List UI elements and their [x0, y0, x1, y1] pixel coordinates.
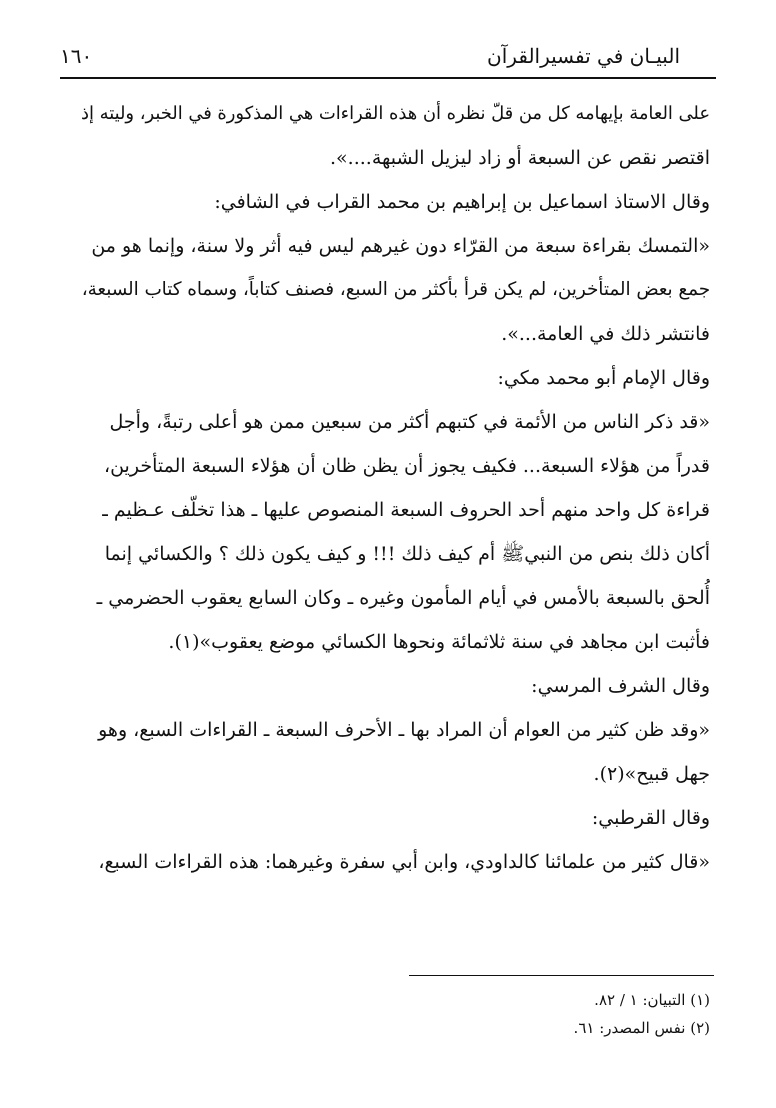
text-line: وقال الإمام أبو محمد مكي:: [497, 367, 710, 389]
text-line: فأثبت ابن مجاهد في سنة ثلاثمائة ونحوها الكسائي موضع يعقوب»(١).: [168, 631, 710, 653]
footnote: (٢) نفس المصدر: ٦١.: [573, 1019, 710, 1037]
text-line: «التمسك بقراءة سبعة من القرّاء دون غيرهم ليس فيه أثر ولا سنة، وإنما هو من: [91, 235, 710, 257]
text-line: اقتصر نقص عن السبعة أو زاد ليزيل الشبهة....».: [330, 147, 710, 169]
page-number: ١٦٠: [60, 44, 93, 68]
text-line: وقال القرطبي:: [591, 807, 710, 829]
book-title: البيـان في تفسيرالقرآن: [487, 44, 680, 68]
text-line: وقال الاستاذ اسماعيل بن إبراهيم بن محمد القراب في الشافي:: [214, 191, 710, 213]
text-line: جهل قبيح»(٢).: [593, 763, 710, 785]
footnote: (١) التبيان: ١ / ٨٢.: [594, 991, 710, 1009]
text-line: «قد ذكر الناس من الأئمة في كتبهم أكثر من سبعين ممن هو أعلى رتبةً، وأجل: [109, 411, 710, 433]
text-line: قراءة كل واحد منهم أحد الحروف السبعة المنصوص عليها ـ هذا تخلّف عـظيم ـ: [102, 499, 710, 521]
footnote-rule: [409, 975, 714, 976]
text-line: «قال كثير من علمائنا كالداودي، وابن أبي سفرة وغيرهما: هذه القراءات السبع،: [98, 851, 710, 873]
text-line: جمع بعض المتأخرين، لم يكن قرأ بأكثر من السبع، فصنف كتاباً، وسماه كتاب السبعة،: [81, 279, 710, 300]
main-text: [68, 92, 710, 884]
text-line: «وقد ظن كثير من العوام أن المراد بها ـ الأحرف السبعة ـ القراءات السبع، وهو: [98, 719, 710, 741]
text-line: على العامة بإيهامه كل من قلّ نظره أن هذه القراءات هي المذكورة في الخبر، وليته إذ: [81, 103, 710, 124]
text-line: أُلحق بالسبعة بالأمس في أيام المأمون وغيره ـ وكان السابع يعقوب الحضرمي ـ: [96, 587, 710, 609]
running-header: [60, 38, 716, 72]
text-line: فانتشر ذلك في العامة...».: [501, 323, 710, 345]
text-line: أكان ذلك بنص من النبيﷺ أم كيف ذلك !!! و كيف يكون ذلك ؟ والكسائي إنما: [104, 543, 710, 565]
text-line: وقال الشرف المرسي:: [531, 675, 710, 697]
header-rule: [60, 77, 716, 79]
footnotes: [410, 986, 710, 1042]
text-line: قدراً من هؤلاء السبعة... فكيف يجوز أن يظن ظان أن هؤلاء السبعة المتأخرين،: [103, 455, 710, 477]
